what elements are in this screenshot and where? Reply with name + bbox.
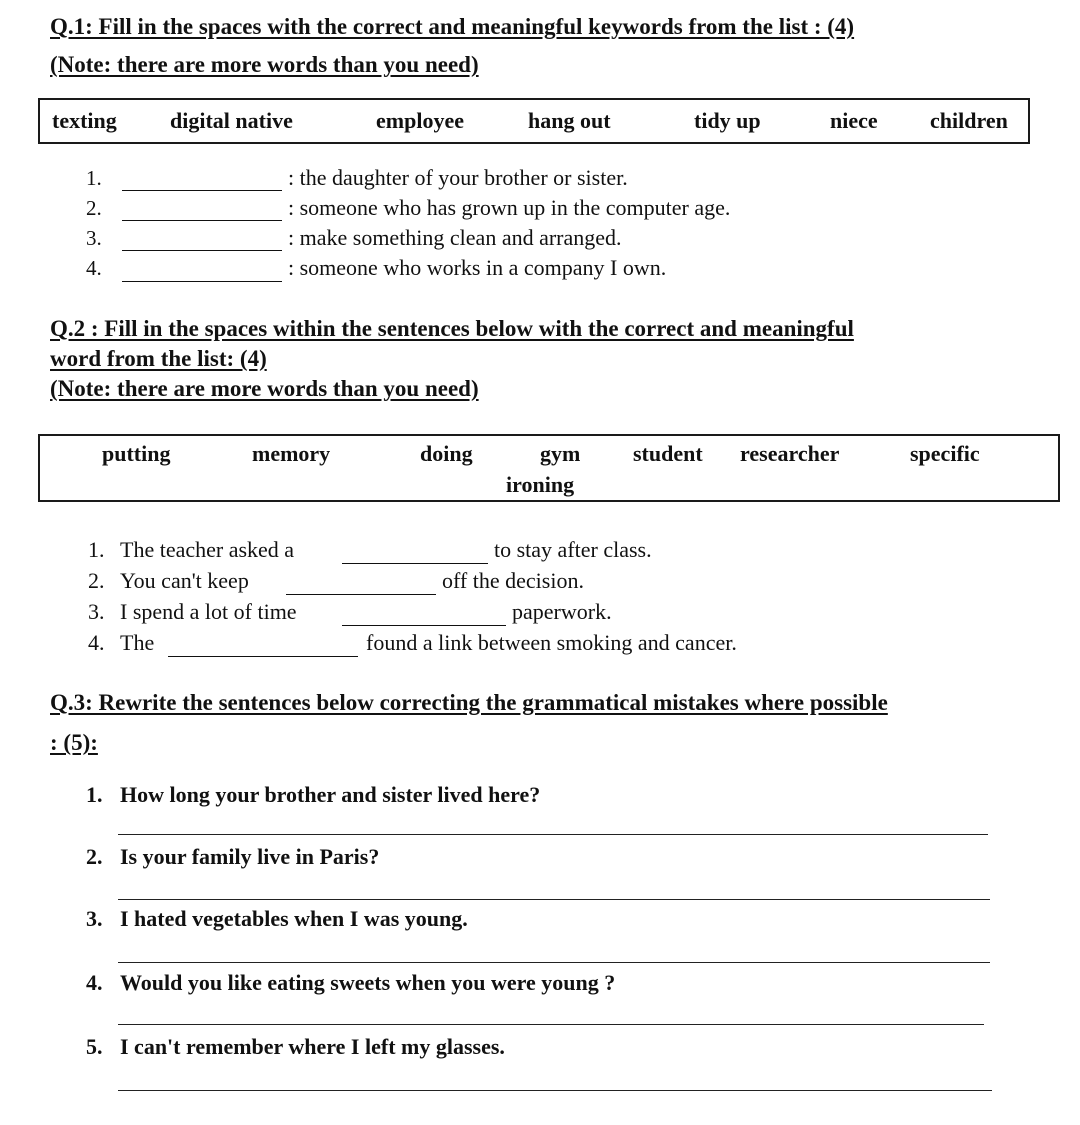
q2-sentence-end: to stay after class. xyxy=(494,537,652,562)
q1-answer-blank[interactable] xyxy=(122,250,282,251)
q2-sentence-start: The xyxy=(120,630,155,655)
q3-item-number: 3. xyxy=(86,906,103,931)
q1-word: employee xyxy=(376,108,464,133)
q2-answer-blank[interactable] xyxy=(168,656,358,657)
q1-definition: : someone who works in a company I own. xyxy=(288,255,667,280)
q1-item-number: 4. xyxy=(86,256,102,280)
q2-item-number: 4. xyxy=(88,630,105,655)
q3-sentence: How long your brother and sister lived here? xyxy=(120,782,541,807)
q2-item-number: 2. xyxy=(88,568,105,593)
q2-word: putting xyxy=(102,441,171,466)
q3-answer-line[interactable] xyxy=(118,1090,992,1091)
q1-answer-blank[interactable] xyxy=(122,190,282,191)
q2-word: specific xyxy=(910,441,980,466)
q2-word: doing xyxy=(420,441,473,466)
q1-item-number: 3. xyxy=(86,226,102,250)
q2-item-number: 1. xyxy=(88,537,105,562)
q1-word: hang out xyxy=(528,108,611,133)
q2-word: gym xyxy=(540,441,581,466)
q1-answer-blank[interactable] xyxy=(122,220,282,221)
q2-sentence-start: I spend a lot of time xyxy=(120,599,297,624)
q1-item-number: 1. xyxy=(86,166,102,190)
q3-title-continued: : (5): xyxy=(50,730,98,755)
q1-word: niece xyxy=(830,108,878,133)
q2-answer-blank[interactable] xyxy=(342,625,506,626)
q2-word: student xyxy=(633,441,703,466)
q3-item-number: 5. xyxy=(86,1034,103,1059)
q2-note: (Note: there are more words than you need) xyxy=(50,376,479,401)
q2-word: memory xyxy=(252,441,331,466)
q3-item-number: 4. xyxy=(86,970,103,995)
q1-word: digital native xyxy=(170,108,293,133)
q2-word: ironing xyxy=(506,472,575,497)
q2-answer-blank[interactable] xyxy=(342,563,488,564)
q2-sentence-start: The teacher asked a xyxy=(120,537,295,562)
q1-word: children xyxy=(930,108,1008,133)
q3-sentence: I hated vegetables when I was young. xyxy=(120,906,468,931)
q2-sentence-start: You can't keep xyxy=(120,568,249,593)
q2-word: researcher xyxy=(740,441,840,466)
q3-sentence: Would you like eating sweets when you were young ? xyxy=(120,970,616,995)
q2-item-number: 3. xyxy=(88,599,105,624)
q2-title: Q.2 : Fill in the spaces within the sentences below with the correct and meaningful xyxy=(50,316,854,341)
q1-note: (Note: there are more words than you need) xyxy=(50,52,479,77)
q1-definition: : the daughter of your brother or sister. xyxy=(288,165,628,190)
q1-definition: : make something clean and arranged. xyxy=(288,225,622,250)
q1-word: texting xyxy=(52,108,117,133)
q3-item-number: 2. xyxy=(86,844,103,869)
q3-answer-line[interactable] xyxy=(118,899,990,900)
q1-item-number: 2. xyxy=(86,196,102,220)
q3-item-number: 1. xyxy=(86,782,103,807)
q2-sentence-end: off the decision. xyxy=(442,568,584,593)
q1-word: tidy up xyxy=(694,108,761,133)
q3-sentence: Is your family live in Paris? xyxy=(120,844,380,869)
q3-answer-line[interactable] xyxy=(118,1024,984,1025)
q2-answer-blank[interactable] xyxy=(286,594,436,595)
q1-answer-blank[interactable] xyxy=(122,281,282,282)
q1-definition: : someone who has grown up in the computer age. xyxy=(288,195,731,220)
q3-answer-line[interactable] xyxy=(118,962,990,963)
q2-sentence-end: paperwork. xyxy=(512,599,612,624)
q2-title-continued: word from the list: (4) xyxy=(50,346,267,371)
q2-sentence-end: found a link between smoking and cancer. xyxy=(366,630,737,655)
q1-title: Q.1: Fill in the spaces with the correct and meaningful keywords from the list : (4) xyxy=(50,14,855,39)
q3-sentence: I can't remember where I left my glasses. xyxy=(120,1034,505,1059)
q3-title: Q.3: Rewrite the sentences below correcting the grammatical mistakes where possible xyxy=(50,690,888,715)
q3-answer-line[interactable] xyxy=(118,834,988,835)
